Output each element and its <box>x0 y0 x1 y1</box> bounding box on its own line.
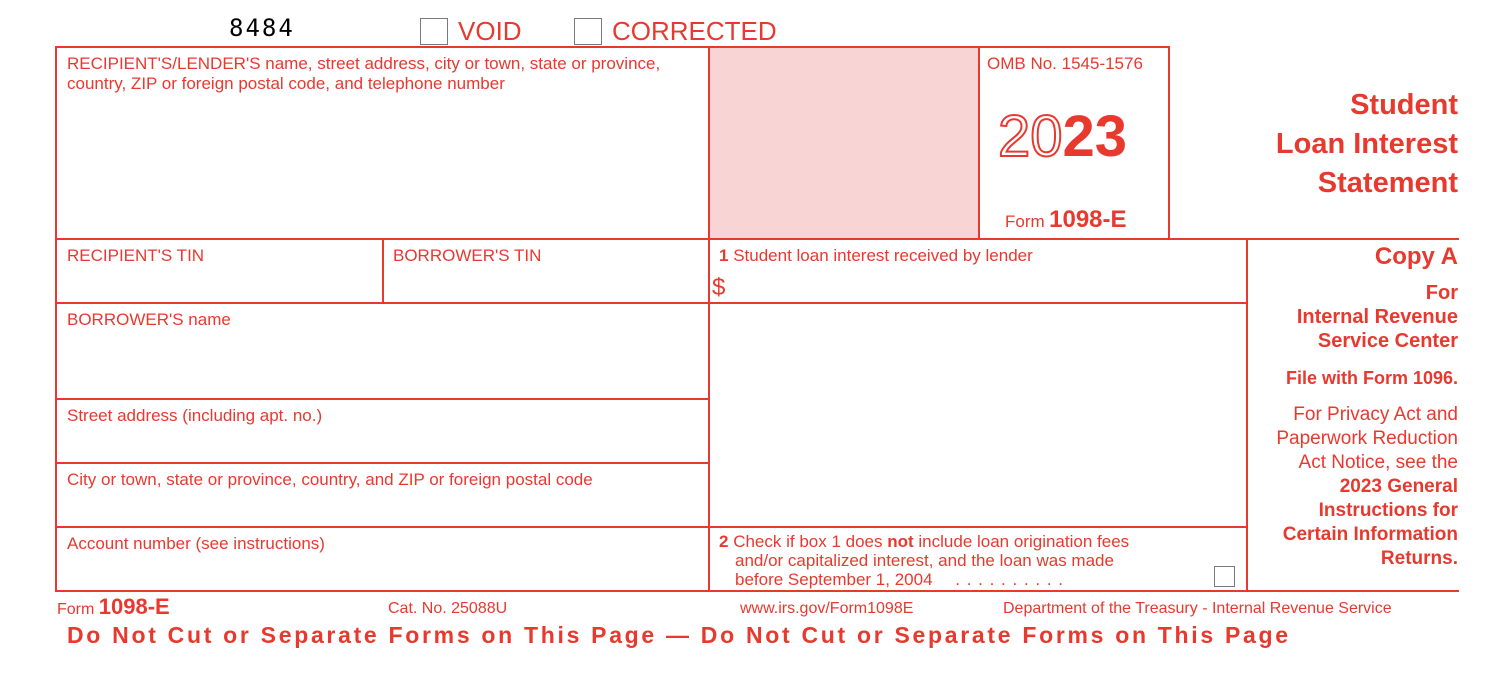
box2-dots: . . . . . . . . . . <box>955 570 1065 589</box>
box1-dollar-sign: $ <box>712 274 726 301</box>
box2-text-b: include loan origination fees <box>913 532 1130 551</box>
recipient-tin-field[interactable] <box>60 268 378 300</box>
box1-amount-field[interactable] <box>735 272 1240 300</box>
form-word: Form <box>1005 212 1045 231</box>
do-not-cut-banner: Do Not Cut or Separate Forms on This Page — Do Not Cut or Separate Forms on This Page <box>67 622 1291 648</box>
department-label: Department of the Treasury - Internal Revenue Service <box>1003 600 1392 617</box>
title-line-2: Loan Interest <box>1275 128 1458 160</box>
omb-number: OMB No. 1545-1576 <box>987 54 1143 73</box>
copy-a-label: Copy A <box>1374 243 1458 270</box>
city-row-bottom <box>55 526 1248 528</box>
name-row-bottom <box>55 398 710 400</box>
borrower-name-label: BORROWER'S name <box>67 310 231 329</box>
void-checkbox[interactable] <box>420 18 448 45</box>
box2-text <box>719 532 1189 589</box>
file-with-label: File with Form 1096. <box>1285 368 1458 388</box>
recipient-address-label: RECIPIENT'S/LENDER'S name, street address, city or town, state or province, country, ZIP or foreign postal code, and telephone number <box>67 54 661 93</box>
form-id-header <box>1005 206 1127 234</box>
borrower-tin-label: BORROWER'S TIN <box>393 246 542 265</box>
box2-number: 2 <box>719 532 729 551</box>
corrected-checkbox[interactable] <box>574 18 602 45</box>
irs-url[interactable]: www.irs.gov/Form1098E <box>740 600 914 617</box>
box2-line-3 <box>719 570 1189 589</box>
account-number-field[interactable] <box>60 558 705 588</box>
tax-year-prefix: 20 <box>998 104 1063 169</box>
privacy-line-1: For Privacy Act and <box>1293 404 1458 425</box>
general-line-1: 2023 General <box>1339 476 1458 497</box>
borrower-tin-field[interactable] <box>387 268 705 300</box>
box2-line-3-text: before September 1, 2004 <box>735 570 933 589</box>
recipient-tin-label: RECIPIENT'S TIN <box>67 246 205 265</box>
tax-year-suffix: 23 <box>1062 104 1128 169</box>
tin-row-bottom <box>55 302 1248 304</box>
general-line-2: Instructions for <box>1318 500 1458 521</box>
account-number-label: Account number (see instructions) <box>67 534 325 553</box>
tax-year <box>998 104 1127 170</box>
general-line-3: Certain Information <box>1282 524 1458 545</box>
omb-right-border <box>1168 46 1170 240</box>
form-title <box>1180 86 1458 203</box>
form-left-border <box>55 46 57 592</box>
irs-line-2: Service Center <box>1317 330 1458 352</box>
void-label: VOID <box>458 16 522 46</box>
for-label: For <box>1425 282 1458 304</box>
box2-line-1 <box>719 532 1189 551</box>
form-code: 8484 <box>229 14 295 42</box>
box2-checkbox[interactable] <box>1214 566 1235 587</box>
privacy-line-2: Paperwork Reduction <box>1276 428 1458 449</box>
city-state-field[interactable] <box>60 494 705 524</box>
corrected-label: CORRECTED <box>612 16 777 46</box>
privacy-line-3: Act Notice, see the <box>1298 452 1458 473</box>
footer-form-word: Form <box>57 601 95 618</box>
street-address-label: Street address (including apt. no.) <box>67 406 323 425</box>
box2-not: not <box>887 532 914 551</box>
shaded-box <box>710 48 978 238</box>
box1-label <box>719 246 1033 266</box>
box2-line-2: and/or capitalized interest, and the loan was made <box>735 551 1114 570</box>
street-row-bottom <box>55 462 710 464</box>
box1-number: 1 <box>719 246 729 265</box>
irs-line-1: Internal Revenue <box>1296 306 1458 328</box>
title-line-3: Statement <box>1317 167 1458 199</box>
shaded-right-border <box>978 46 980 240</box>
city-state-label: City or town, state or province, country, and ZIP or foreign postal code <box>67 470 593 489</box>
form-top-border <box>55 46 1170 48</box>
title-line-1: Student <box>1350 89 1458 121</box>
recipient-address-field[interactable] <box>60 100 705 234</box>
footer-form-number: 1098-E <box>98 594 170 619</box>
box2-text-a: Check if box 1 does <box>733 532 888 551</box>
form-number-header: 1098-E <box>1049 206 1127 233</box>
borrower-name-field[interactable] <box>60 334 705 394</box>
row1-bottom <box>55 238 1459 240</box>
tin-divider <box>382 238 384 304</box>
footer-form-id <box>57 594 170 620</box>
form-bottom-border <box>55 590 1459 592</box>
box1-text: Student loan interest received by lender <box>733 246 1033 265</box>
general-line-4: Returns. <box>1380 548 1458 569</box>
catalog-number: Cat. No. 25088U <box>388 600 508 617</box>
street-address-field[interactable] <box>60 430 705 460</box>
sidebar <box>1250 243 1458 571</box>
sidebar-left-border <box>1246 238 1248 592</box>
